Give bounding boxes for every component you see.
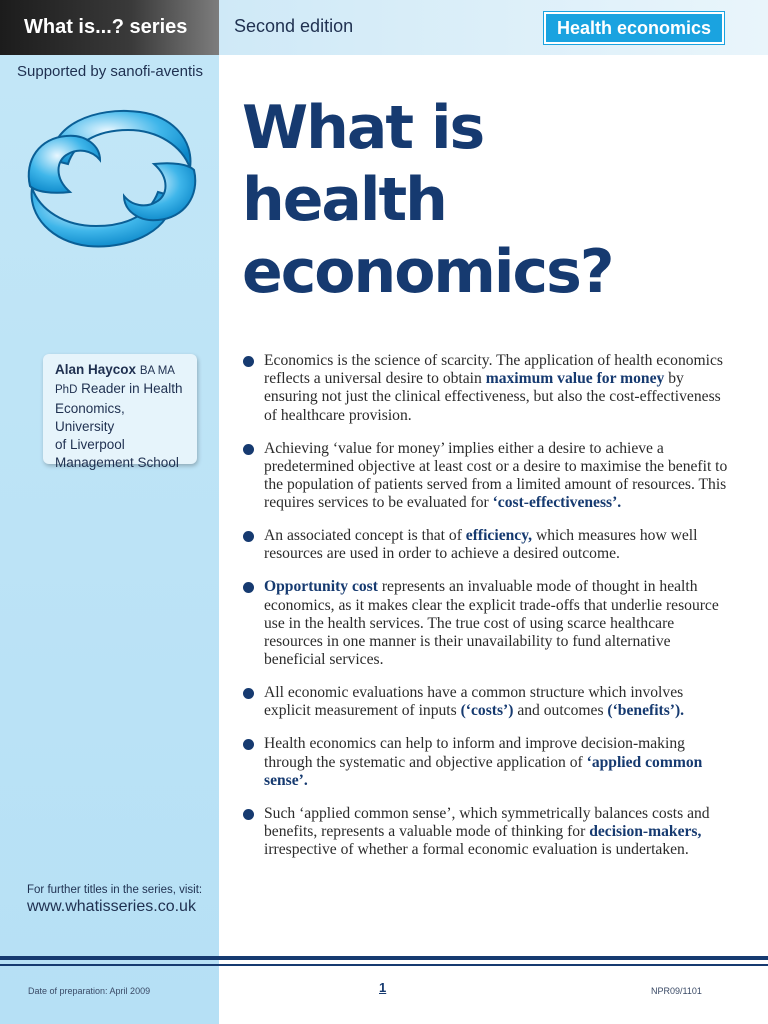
page-title xyxy=(242,92,742,308)
bullet-icon xyxy=(243,444,254,455)
bullet-emphasis: ‘applied common sense’. xyxy=(264,753,703,789)
further-titles-text: For further titles in the series, visit: xyxy=(27,884,203,896)
author-role-line: Reader in Health xyxy=(81,381,183,397)
bullet-text: and outcomes xyxy=(513,702,608,720)
list-item xyxy=(242,440,732,513)
bullet-text: Economics is the science of scarcity. The application of health economics reflects a universal desire to obtain xyxy=(264,352,723,388)
bullet-text: Health economics can help to inform and improve decision-making through the systematic and objective application of xyxy=(264,735,685,771)
list-item xyxy=(242,684,732,720)
bullet-text: by ensuring not just the clinical effectiveness, but also the cost-effectiveness of healthcare provision. xyxy=(264,370,721,424)
title-line: What is xyxy=(242,93,484,163)
page-number: 1 xyxy=(379,980,387,995)
preparation-date: Date of preparation: April 2009 xyxy=(28,986,151,996)
author-doctorate: PhD xyxy=(55,384,78,397)
bullet-icon xyxy=(243,809,254,820)
bullet-text: Achieving ‘value for money’ implies either a desire to achieve a predetermined objective at least cost or a desire to maximise the benefit to the population of patients served from a limited amount of resources. This requires services to be evaluated for xyxy=(264,439,728,512)
topic-badge: Health economics xyxy=(544,12,724,44)
bullet-emphasis: efficiency, xyxy=(465,527,533,545)
sponsor-text: Supported by sanofi-aventis xyxy=(17,63,203,80)
bullet-icon xyxy=(243,531,254,542)
bullet-icon xyxy=(243,739,254,750)
edition-label: Second edition xyxy=(234,16,354,36)
bullet-icon xyxy=(243,582,254,593)
footer-divider xyxy=(0,964,768,966)
bullet-emphasis: ‘cost-effectiveness’. xyxy=(492,494,622,512)
bullet-icon xyxy=(243,688,254,699)
swirl-logo-icon xyxy=(22,98,200,258)
bullet-text: All economic evaluations have a common structure which involves explicit measurement of inputs xyxy=(264,684,684,720)
bullet-text: An associated concept is that of xyxy=(264,527,466,545)
title-line: economics? xyxy=(242,237,613,307)
bullet-text: Such ‘applied common sense’, which symmetrically balances costs and benefits, represents a valuable mode of thinking for xyxy=(264,804,710,841)
bullet-emphasis: (‘benefits’). xyxy=(607,702,685,720)
bullet-emphasis: (‘costs’) xyxy=(460,702,514,720)
bullet-emphasis: maximum value for money xyxy=(485,370,665,388)
author-name: Alan Haycox xyxy=(55,362,137,377)
author-degrees: BA MA xyxy=(139,365,175,377)
author-role-line: of Liverpool xyxy=(55,437,125,453)
title-line: health xyxy=(242,165,446,235)
bullet-emphasis: Opportunity cost xyxy=(264,578,378,596)
bullet-emphasis: decision-makers, xyxy=(589,823,702,841)
footer-divider xyxy=(0,956,768,960)
list-item xyxy=(242,578,732,669)
website-link[interactable]: www.whatisseries.co.uk xyxy=(27,898,196,915)
bullet-text: irrespective of whether a formal economic evaluation is undertaken. xyxy=(264,841,689,859)
bullet-text: which measures how well resources are used in order to achieve a desired outcome. xyxy=(264,527,698,563)
list-item xyxy=(242,527,732,563)
author-role-line: Management School xyxy=(55,455,179,471)
bullet-text: represents an invaluable mode of thought in health economics, as it makes clear the explicit trade-offs that underlie resource use in the health services. The true cost of using scarce healthcare resources in one manner is their unavailability to fund alternative beneficial services. xyxy=(264,578,719,669)
document-code: NPR09/1101 xyxy=(651,986,702,996)
author-card xyxy=(43,354,197,471)
list-item xyxy=(242,805,732,860)
list-item xyxy=(242,735,732,790)
list-item xyxy=(242,352,732,425)
series-label: What is...? series xyxy=(0,0,219,55)
bullet-icon xyxy=(243,356,254,367)
key-points-list xyxy=(242,352,732,874)
author-role-line: Economics, University xyxy=(55,400,125,434)
